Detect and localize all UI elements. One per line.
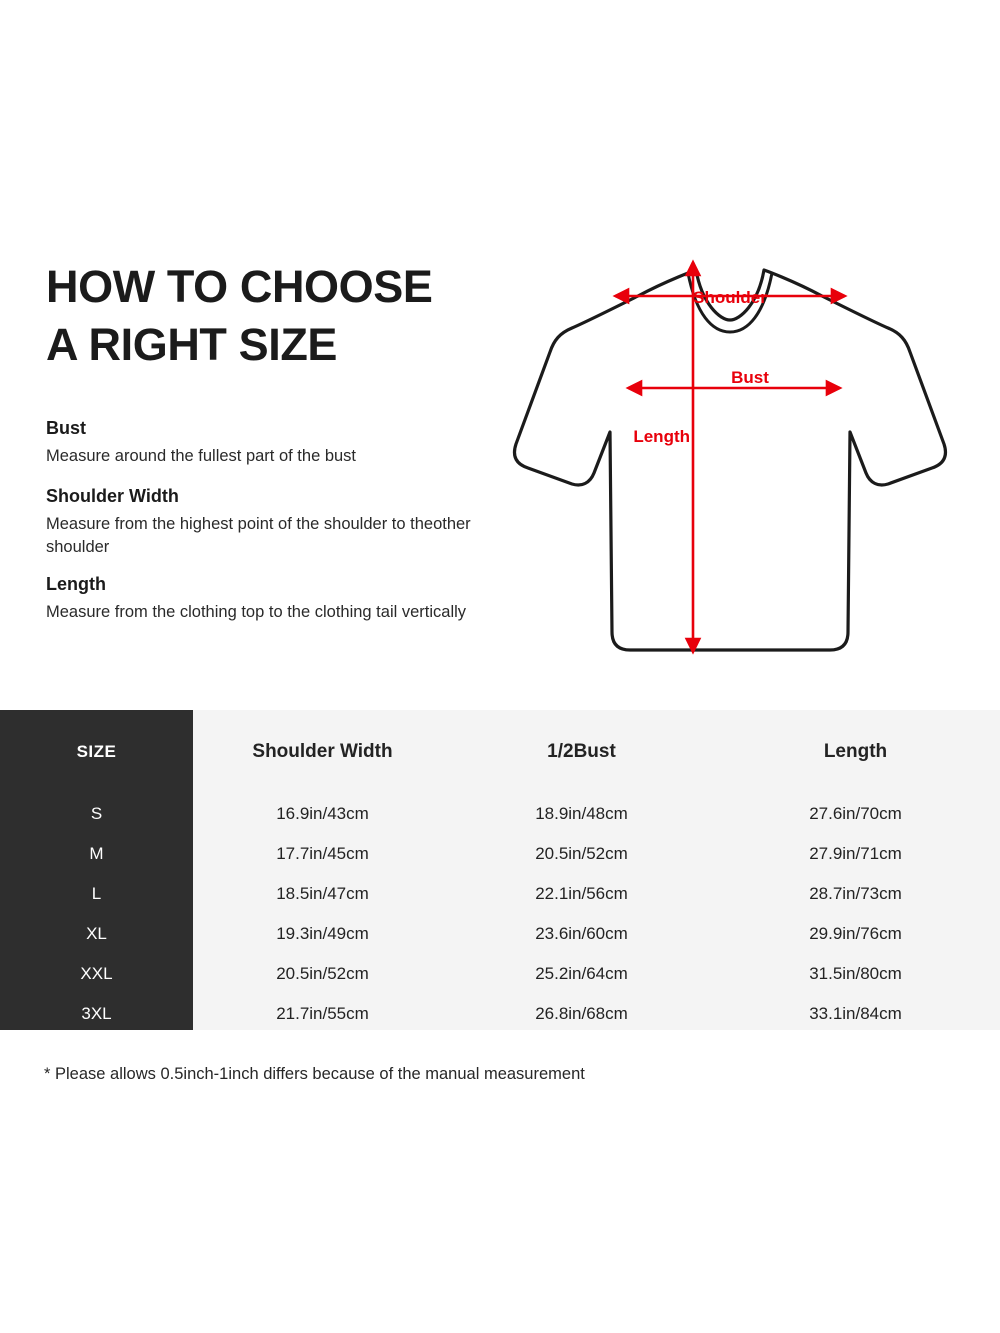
page-title — [46, 258, 516, 373]
page-title-line2: A RIGHT SIZE — [46, 318, 338, 370]
cell-half-bust: 26.8in/68cm — [535, 1004, 628, 1023]
cell-size: XL — [86, 924, 107, 943]
shoulder-label: Shoulder — [693, 288, 767, 307]
tshirt-diagram — [500, 240, 970, 690]
column-header-shoulder-width: Shoulder Width — [252, 741, 393, 762]
measurement-length-title: Length — [46, 574, 106, 594]
table-row — [0, 914, 1000, 954]
table-row — [0, 874, 1000, 914]
cell-length: 27.9in/71cm — [809, 844, 902, 863]
cell-shoulder-width: 21.7in/55cm — [276, 1004, 369, 1023]
table-row — [0, 794, 1000, 834]
measurement-bust — [46, 418, 476, 468]
cell-length: 28.7in/73cm — [809, 884, 902, 903]
cell-length: 27.6in/70cm — [809, 804, 902, 823]
column-header-half-bust: 1/2Bust — [547, 741, 616, 762]
cell-size: 3XL — [81, 1004, 112, 1023]
cell-half-bust: 25.2in/64cm — [535, 964, 628, 983]
measurement-shoulder — [46, 486, 476, 559]
cell-length: 29.9in/76cm — [809, 924, 902, 943]
size-table-area — [0, 710, 1000, 1030]
cell-size: XXL — [80, 964, 113, 983]
cell-length: 33.1in/84cm — [809, 1004, 902, 1023]
measurement-bust-title: Bust — [46, 418, 86, 438]
measurement-shoulder-title: Shoulder Width — [46, 486, 179, 506]
cell-size: M — [89, 844, 104, 863]
table-header-row — [0, 710, 1000, 794]
cell-half-bust: 18.9in/48cm — [535, 804, 628, 823]
measurement-length-body: Measure from the clothing top to the clothing tail vertically — [46, 603, 467, 621]
cell-size: L — [91, 884, 102, 903]
cell-length: 31.5in/80cm — [809, 964, 902, 983]
table-row — [0, 954, 1000, 994]
measurement-bust-body: Measure around the fullest part of the bust — [46, 447, 357, 465]
cell-shoulder-width: 20.5in/52cm — [276, 964, 369, 983]
size-table — [0, 710, 1000, 1034]
cell-half-bust: 20.5in/52cm — [535, 844, 628, 863]
cell-shoulder-width: 19.3in/49cm — [276, 924, 369, 943]
cell-shoulder-width: 18.5in/47cm — [276, 884, 369, 903]
column-header-size: SIZE — [76, 742, 117, 761]
tshirt-outline — [515, 270, 946, 650]
cell-half-bust: 23.6in/60cm — [535, 924, 628, 943]
page-title-line1: HOW TO CHOOSE — [46, 261, 433, 312]
table-row — [0, 834, 1000, 874]
cell-shoulder-width: 16.9in/43cm — [276, 804, 369, 823]
measurement-length — [46, 574, 476, 624]
column-header-length: Length — [823, 741, 888, 762]
length-label: Length — [633, 427, 690, 446]
table-row — [0, 994, 1000, 1034]
measurement-shoulder-body: Measure from the highest point of the shoulder to theother shoulder — [46, 515, 471, 556]
footnote: * Please allows 0.5inch-1inch differs because of the manual measurement — [44, 1065, 585, 1083]
cell-half-bust: 22.1in/56cm — [535, 884, 628, 903]
bust-label: Bust — [731, 368, 769, 387]
cell-size: S — [90, 804, 103, 823]
cell-shoulder-width: 17.7in/45cm — [276, 844, 369, 863]
